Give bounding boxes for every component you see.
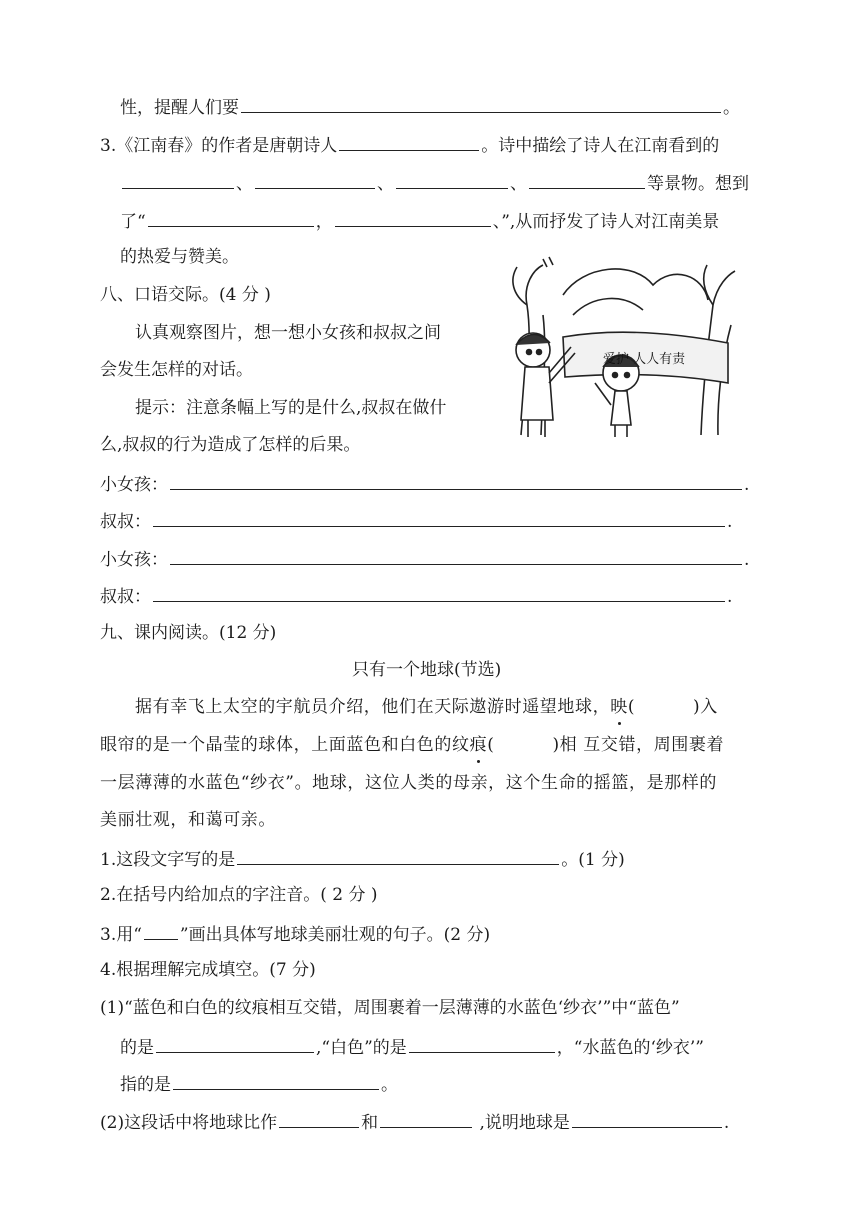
line-end: .	[744, 475, 750, 495]
speaker-label: 小女孩：	[100, 550, 168, 570]
answer-blank[interactable]	[529, 170, 645, 189]
answer-blank[interactable]	[255, 170, 375, 189]
line-end: .	[727, 587, 733, 607]
q8-instruction-1a: 认真观察图片，想一想小女孩和叔叔之间	[135, 323, 441, 343]
question-text: (2)这段话中将地球比作	[100, 1113, 278, 1133]
q9-heading: 九、课内阅读。(12 分)	[100, 623, 277, 643]
answer-blank[interactable]	[153, 583, 725, 602]
line-end: .	[723, 1113, 730, 1133]
question-text: 1.这段文字写的是	[100, 850, 236, 870]
q7-text: 。诗中描绘了诗人在江南看到的	[481, 136, 720, 156]
q7-text: 等景物。想到	[647, 174, 749, 194]
speaker-label: 叔叔：	[100, 512, 151, 532]
q8-instruction-1b: 会发生怎样的对话。	[100, 360, 253, 380]
sub-question-4: 4.根据理解完成填空。(7 分)	[100, 960, 316, 980]
q7-text: 、”,从而抒发了诗人对江南美景	[492, 212, 720, 232]
answer-blank[interactable]	[170, 546, 742, 565]
sub-question-4-1c	[120, 1071, 398, 1097]
separator: 、	[377, 174, 394, 194]
speaker-label: 叔叔：	[100, 587, 151, 607]
dialog-line	[100, 471, 749, 497]
answer-blank[interactable]	[409, 1034, 555, 1053]
dialog-line	[100, 583, 732, 609]
dialog-line	[100, 546, 749, 572]
answer-blank[interactable]	[572, 1109, 722, 1128]
passage-text: 据有幸飞上太空的宇航员介绍，他们在天际遨游时遥望地球，	[135, 697, 611, 717]
answer-blank[interactable]	[122, 170, 234, 189]
question-text: 和	[361, 1113, 379, 1133]
paren-open: (	[627, 697, 636, 717]
passage-title: 只有一个地球(节选)	[352, 660, 502, 680]
q7-text: 。	[723, 98, 740, 118]
question-text: 的是	[120, 1038, 154, 1058]
q7-line-4	[120, 208, 719, 234]
q8-hint-b: 么,叔叔的行为造成了怎样的后果。	[100, 435, 361, 455]
paren-open: (	[487, 735, 495, 755]
q7-text: ，	[315, 212, 333, 232]
question-text: 3.用“	[100, 925, 142, 945]
answer-blank[interactable]	[237, 846, 559, 865]
question-text: 指的是	[120, 1075, 171, 1095]
q7-line-2	[100, 132, 719, 158]
answer-blank[interactable]	[279, 1109, 359, 1128]
question-text: 。	[381, 1075, 398, 1095]
illustration-picture	[503, 255, 741, 441]
q7-line-3	[120, 170, 749, 196]
question-text: ,“白色”的是	[316, 1038, 407, 1058]
question-text: ,说明地球是	[474, 1113, 570, 1133]
question-text: ，“水蓝色的‘纱衣’”	[556, 1038, 704, 1058]
banner-text: 爱护 人人有责	[603, 352, 686, 367]
sub-question-2: 2.在括号内给加点的字注音。( 2 分 )	[100, 885, 378, 905]
answer-blank[interactable]	[153, 508, 725, 527]
passage-text: 眼帘的是一个晶莹的球体，上面蓝色和白色的纹	[100, 735, 470, 755]
q8-hint-a: 提示：注意条幅上写的是什么,叔叔在做什	[135, 398, 447, 418]
q7-line-1	[120, 94, 740, 120]
answer-blank[interactable]	[335, 208, 491, 227]
answer-blank[interactable]	[339, 132, 479, 151]
passage-line-2	[100, 733, 724, 757]
separator: 、	[510, 174, 527, 194]
answer-blank[interactable]	[170, 471, 742, 490]
speaker-label: 小女孩：	[100, 475, 168, 495]
answer-blank[interactable]	[380, 1109, 472, 1128]
line-end: .	[727, 512, 733, 532]
q7-text: 3.《江南春》的作者是唐朝诗人	[100, 136, 338, 156]
passage-text: )入	[693, 697, 718, 717]
answer-blank[interactable]	[396, 170, 508, 189]
sub-question-4-2	[100, 1109, 729, 1135]
line-end: .	[744, 550, 750, 570]
q7-line-5: 的热爱与赞美。	[120, 247, 239, 267]
question-text: 。(1 分)	[561, 850, 625, 870]
dialog-line	[100, 508, 732, 534]
q8-heading: 八、口语交际。(4 分 )	[100, 285, 271, 305]
q7-text: 了“	[120, 212, 146, 232]
passage-line-3: 一层薄薄的水蓝色“纱衣”。地球，这位人类的母亲，这个生命的摇篮，是那样的	[100, 773, 717, 793]
sub-question-1	[100, 846, 625, 872]
dotted-char: 映	[610, 697, 628, 717]
question-text: ”画出具体写地球美丽壮观的句子。(2 分)	[179, 925, 491, 945]
answer-blank[interactable]	[156, 1034, 314, 1053]
underline-sample	[144, 921, 178, 940]
dotted-char: 痕	[469, 735, 488, 755]
sub-question-4-1b	[120, 1034, 704, 1060]
sub-question-3	[100, 921, 490, 947]
answer-blank[interactable]	[241, 94, 721, 113]
passage-line-4: 美丽壮观，和蔼可亲。	[100, 810, 276, 830]
passage-text: )相 互交错，周围裹着	[552, 735, 725, 755]
passage-line-1	[135, 695, 718, 719]
answer-blank[interactable]	[148, 208, 314, 227]
separator: 、	[236, 174, 253, 194]
answer-blank[interactable]	[173, 1071, 379, 1090]
sub-question-4-1a: (1)“蓝色和白色的纹痕相互交错，周围裹着一层薄薄的水蓝色‘纱衣’”中“蓝色”	[100, 998, 680, 1018]
q7-text: 性，提醒人们要	[120, 98, 239, 118]
